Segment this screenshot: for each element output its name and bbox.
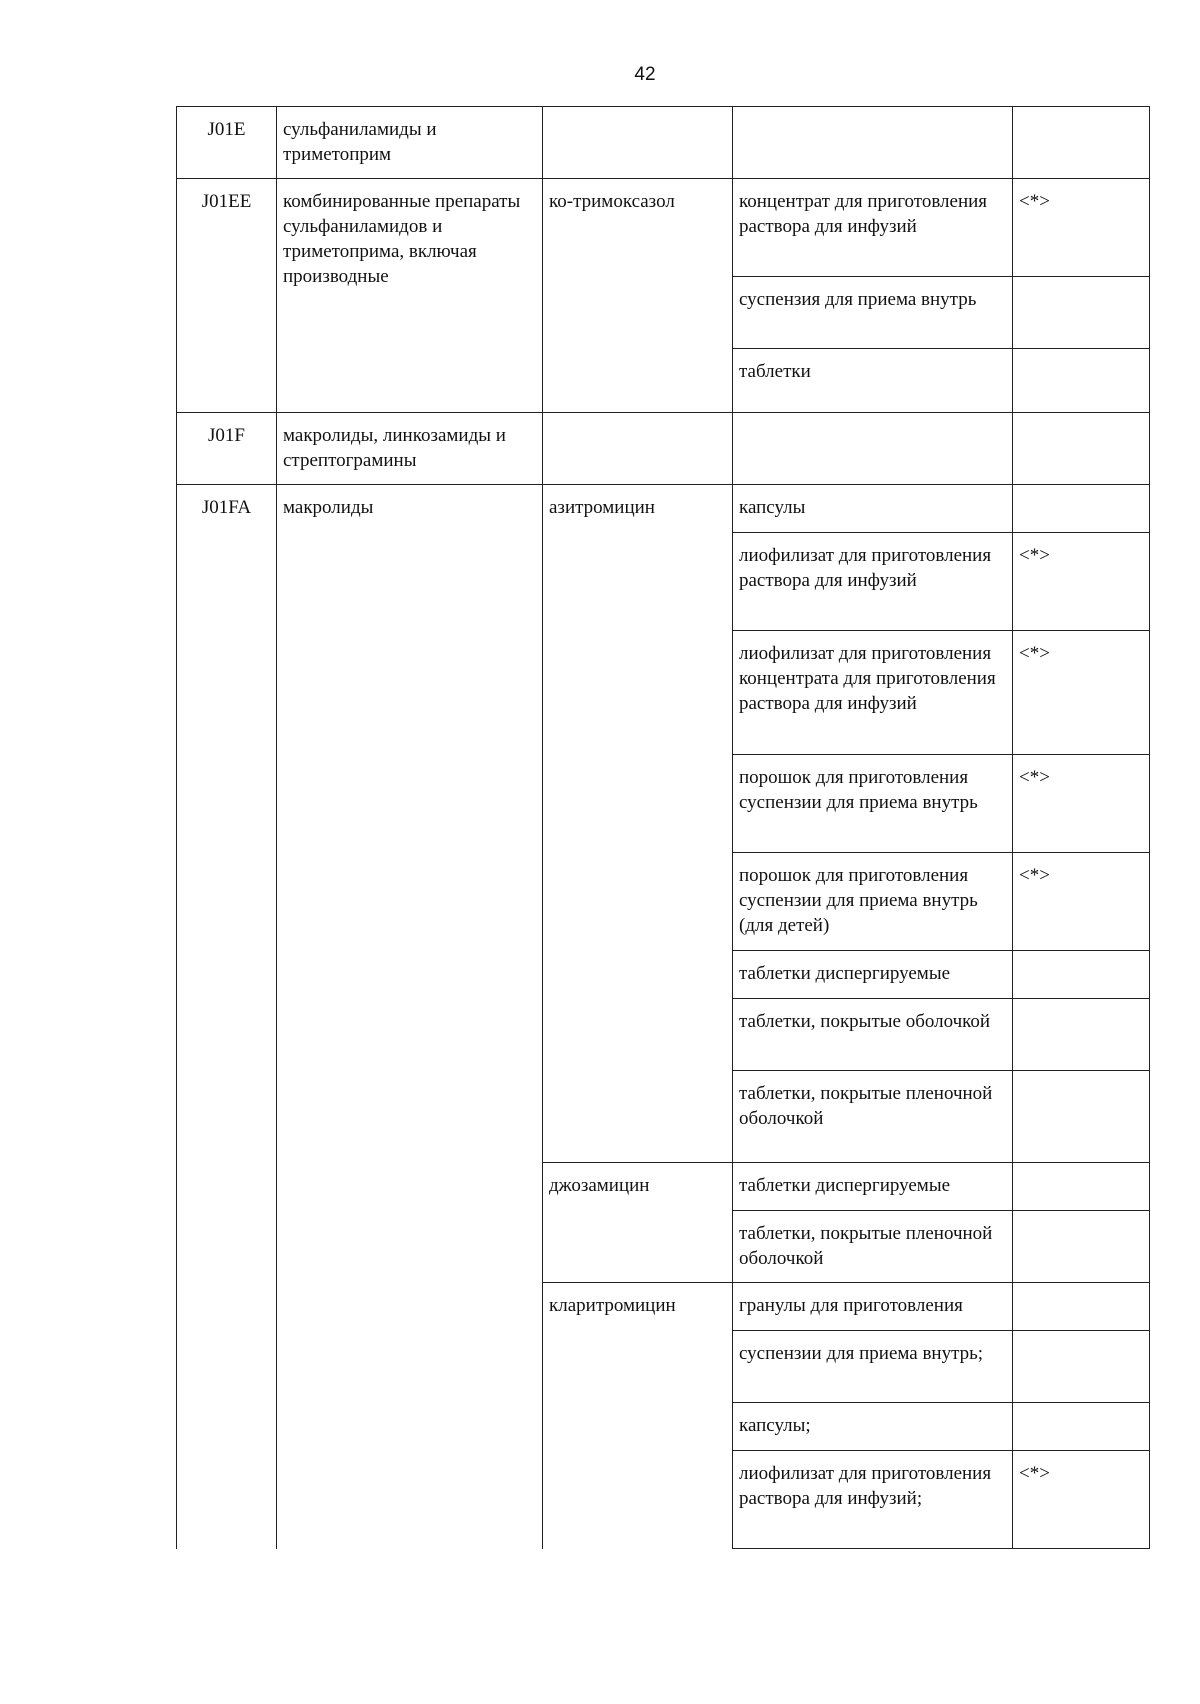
atc-group: комбинированные препараты сульфаниламидов и триметоприма, включая производные — [277, 179, 543, 413]
form-cell — [733, 413, 1013, 485]
note-mark — [1013, 1331, 1150, 1403]
note-mark — [1013, 1211, 1150, 1283]
atc-code: J01EE — [177, 179, 277, 413]
dosage-form: таблетки диспергируемые — [733, 951, 1013, 999]
dosage-form: таблетки, покрытые пленочной оболочкой — [733, 1211, 1013, 1283]
note-mark: <*> — [1013, 853, 1150, 951]
substance-name: азитромицин — [543, 485, 733, 1163]
dosage-form: таблетки, покрытые оболочкой — [733, 999, 1013, 1071]
note-mark — [1013, 951, 1150, 999]
note-mark: <*> — [1013, 755, 1150, 853]
dosage-form: суспензия для приема внутрь — [733, 277, 1013, 349]
dosage-form: гранулы для приготовления — [733, 1283, 1013, 1331]
note-cell — [1013, 413, 1150, 485]
dosage-form: порошок для приготовления суспензии для приема внутрь (для детей) — [733, 853, 1013, 951]
dosage-form: порошок для приготовления суспензии для приема внутрь — [733, 755, 1013, 853]
page-number: 42 — [634, 64, 656, 85]
note-mark — [1013, 277, 1150, 349]
atc-group: макролиды, линкозамиды и стрептограмины — [277, 413, 543, 485]
dosage-form: таблетки — [733, 349, 1013, 413]
dosage-form: суспензии для приема внутрь; — [733, 1331, 1013, 1403]
substance-cell — [543, 413, 733, 485]
drug-table — [176, 106, 1150, 1549]
note-mark — [1013, 1283, 1150, 1331]
substance-name: джозамицин — [543, 1163, 733, 1283]
note-mark — [1013, 349, 1150, 413]
note-mark — [1013, 485, 1150, 533]
substance-cell — [543, 107, 733, 179]
note-mark: <*> — [1013, 631, 1150, 755]
form-cell — [733, 107, 1013, 179]
dosage-form: таблетки, покрытые пленочной оболочкой — [733, 1071, 1013, 1163]
dosage-form: таблетки диспергируемые — [733, 1163, 1013, 1211]
dosage-form: лиофилизат для приготовления раствора для инфузий — [733, 533, 1013, 631]
table-row — [177, 107, 1150, 179]
note-mark — [1013, 1163, 1150, 1211]
table-row — [177, 485, 1150, 533]
atc-code: J01E — [177, 107, 277, 179]
dosage-form: концентрат для приготовления раствора для инфузий — [733, 179, 1013, 277]
note-mark: <*> — [1013, 533, 1150, 631]
dosage-form: лиофилизат для приготовления концентрата для приготовления раствора для инфузий — [733, 631, 1013, 755]
atc-code: J01F — [177, 413, 277, 485]
atc-group: макролиды — [277, 485, 543, 1549]
table-row — [177, 179, 1150, 277]
dosage-form: капсулы — [733, 485, 1013, 533]
note-mark — [1013, 999, 1150, 1071]
substance-name: кларитромицин — [543, 1283, 733, 1549]
substance-name: ко-тримоксазол — [543, 179, 733, 413]
atc-group: сульфаниламиды и триметоприм — [277, 107, 543, 179]
atc-code: J01FA — [177, 485, 277, 1549]
table-row — [177, 413, 1150, 485]
note-mark — [1013, 1403, 1150, 1451]
dosage-form: лиофилизат для приготовления раствора для инфузий; — [733, 1451, 1013, 1549]
note-mark: <*> — [1013, 1451, 1150, 1549]
note-mark: <*> — [1013, 179, 1150, 277]
note-cell — [1013, 107, 1150, 179]
dosage-form: капсулы; — [733, 1403, 1013, 1451]
note-mark — [1013, 1071, 1150, 1163]
